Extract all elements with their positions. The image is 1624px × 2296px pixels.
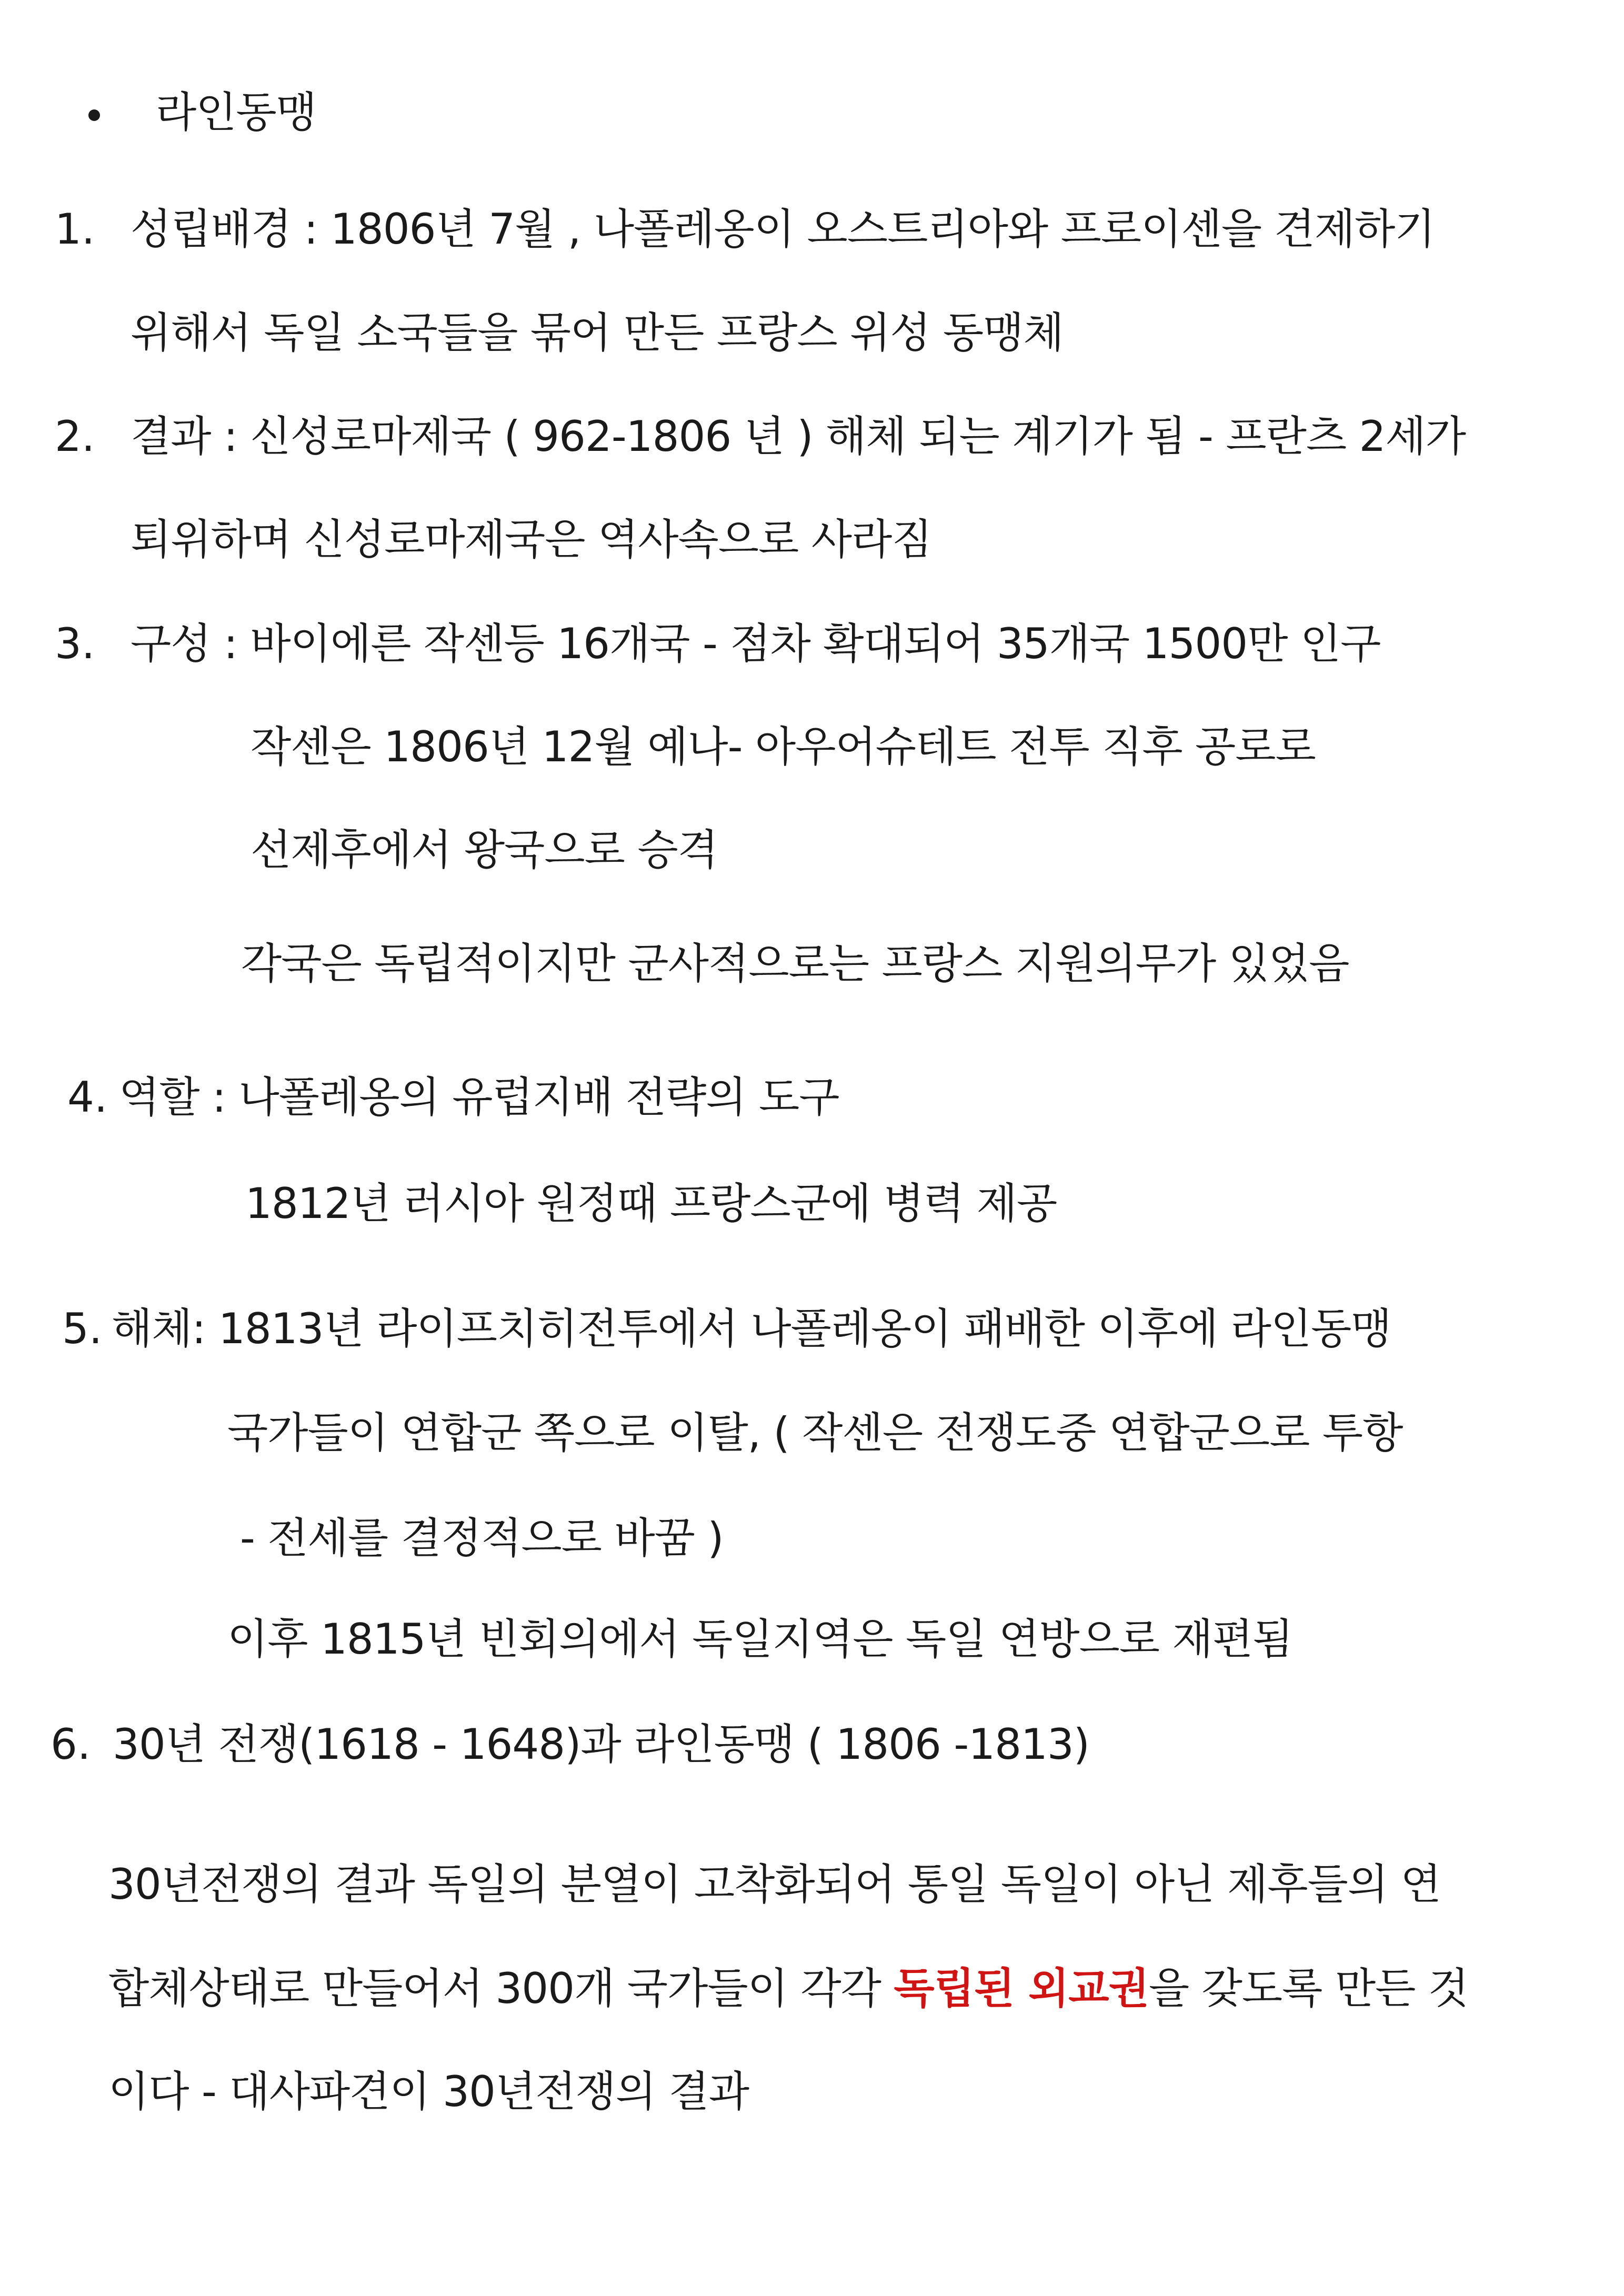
- item-3-line-3: 선제후에서 왕국으로 승격: [250, 825, 718, 874]
- paragraph-line-2-start: 합체상태로 만들어서 300개 국가들이 각각: [108, 1964, 894, 2013]
- item-2-marker: 2.: [55, 412, 95, 461]
- item-2-line-1: 결과 : 신성로마제국 ( 962-1806 년 ) 해체 되는 계기가 됨 - 프란츠 2세가: [131, 412, 1466, 461]
- bullet-title: 라인동맹: [156, 88, 317, 137]
- item-6-marker: 6.: [51, 1720, 91, 1769]
- item-6-line-1: 30년 전쟁(1618 - 1648)과 라인동맹 ( 1806 -1813): [113, 1720, 1089, 1769]
- item-1-line-2: 위해서 독일 소국들을 묶어 만든 프랑스 위성 동맹체: [131, 308, 1064, 357]
- item-5-marker: 5.: [62, 1304, 103, 1353]
- item-3-line-4: 각국은 독립적이지만 군사적으로는 프랑스 지원의무가 있었음: [241, 939, 1349, 988]
- paragraph-line-1: 30년전쟁의 결과 독일의 분열이 고착화되어 통일 독일이 아닌 제후들의 연: [108, 1860, 1441, 1909]
- item-1-marker: 1.: [55, 205, 95, 254]
- bullet-dot-icon: [88, 109, 100, 121]
- paragraph-line-2-end: 을 갖도록 만든 것: [1148, 1964, 1469, 2013]
- item-5-line-4: 이후 1815년 빈회의에서 독일지역은 독일 연방으로 재편됨: [227, 1615, 1293, 1664]
- item-4-line-2: 1812년 러시아 원정때 프랑스군에 병력 제공: [245, 1179, 1057, 1228]
- independent-diplomacy-highlight: 독립된 외교권: [894, 1964, 1149, 2013]
- paragraph-line-2: [108, 1962, 1468, 2015]
- item-2-line-2: 퇴위하며 신성로마제국은 역사속으로 사라짐: [131, 515, 932, 564]
- item-3-marker: 3.: [55, 619, 95, 668]
- item-5-line-3: - 전세를 결정적으로 바꿈 ): [240, 1514, 724, 1563]
- item-5-line-1: 해체: 1813년 라이프치히전투에서 나폴레옹이 패배한 이후에 라인동맹: [112, 1304, 1391, 1353]
- item-1-line-1: 성립배경 : 1806년 7월 , 나폴레옹이 오스트리아와 프로이센을 견제하기: [131, 205, 1435, 254]
- item-4-line-1: 역할 : 나폴레옹의 유럽지배 전략의 도구: [119, 1073, 839, 1122]
- item-4-marker: 4.: [67, 1073, 108, 1122]
- item-3-line-1: 구성 : 바이에른 작센등 16개국 - 점차 확대되어 35개국 1500만 인구: [131, 619, 1381, 668]
- paragraph-line-3: 이다 - 대사파견이 30년전쟁의 결과: [108, 2067, 749, 2116]
- item-5-line-2: 국가들이 연합군 쪽으로 이탈, ( 작센은 전쟁도중 연합군으로 투항: [227, 1408, 1403, 1457]
- item-3-line-2: 작센은 1806년 12월 예나- 아우어슈테트 전투 직후 공로로: [250, 722, 1316, 771]
